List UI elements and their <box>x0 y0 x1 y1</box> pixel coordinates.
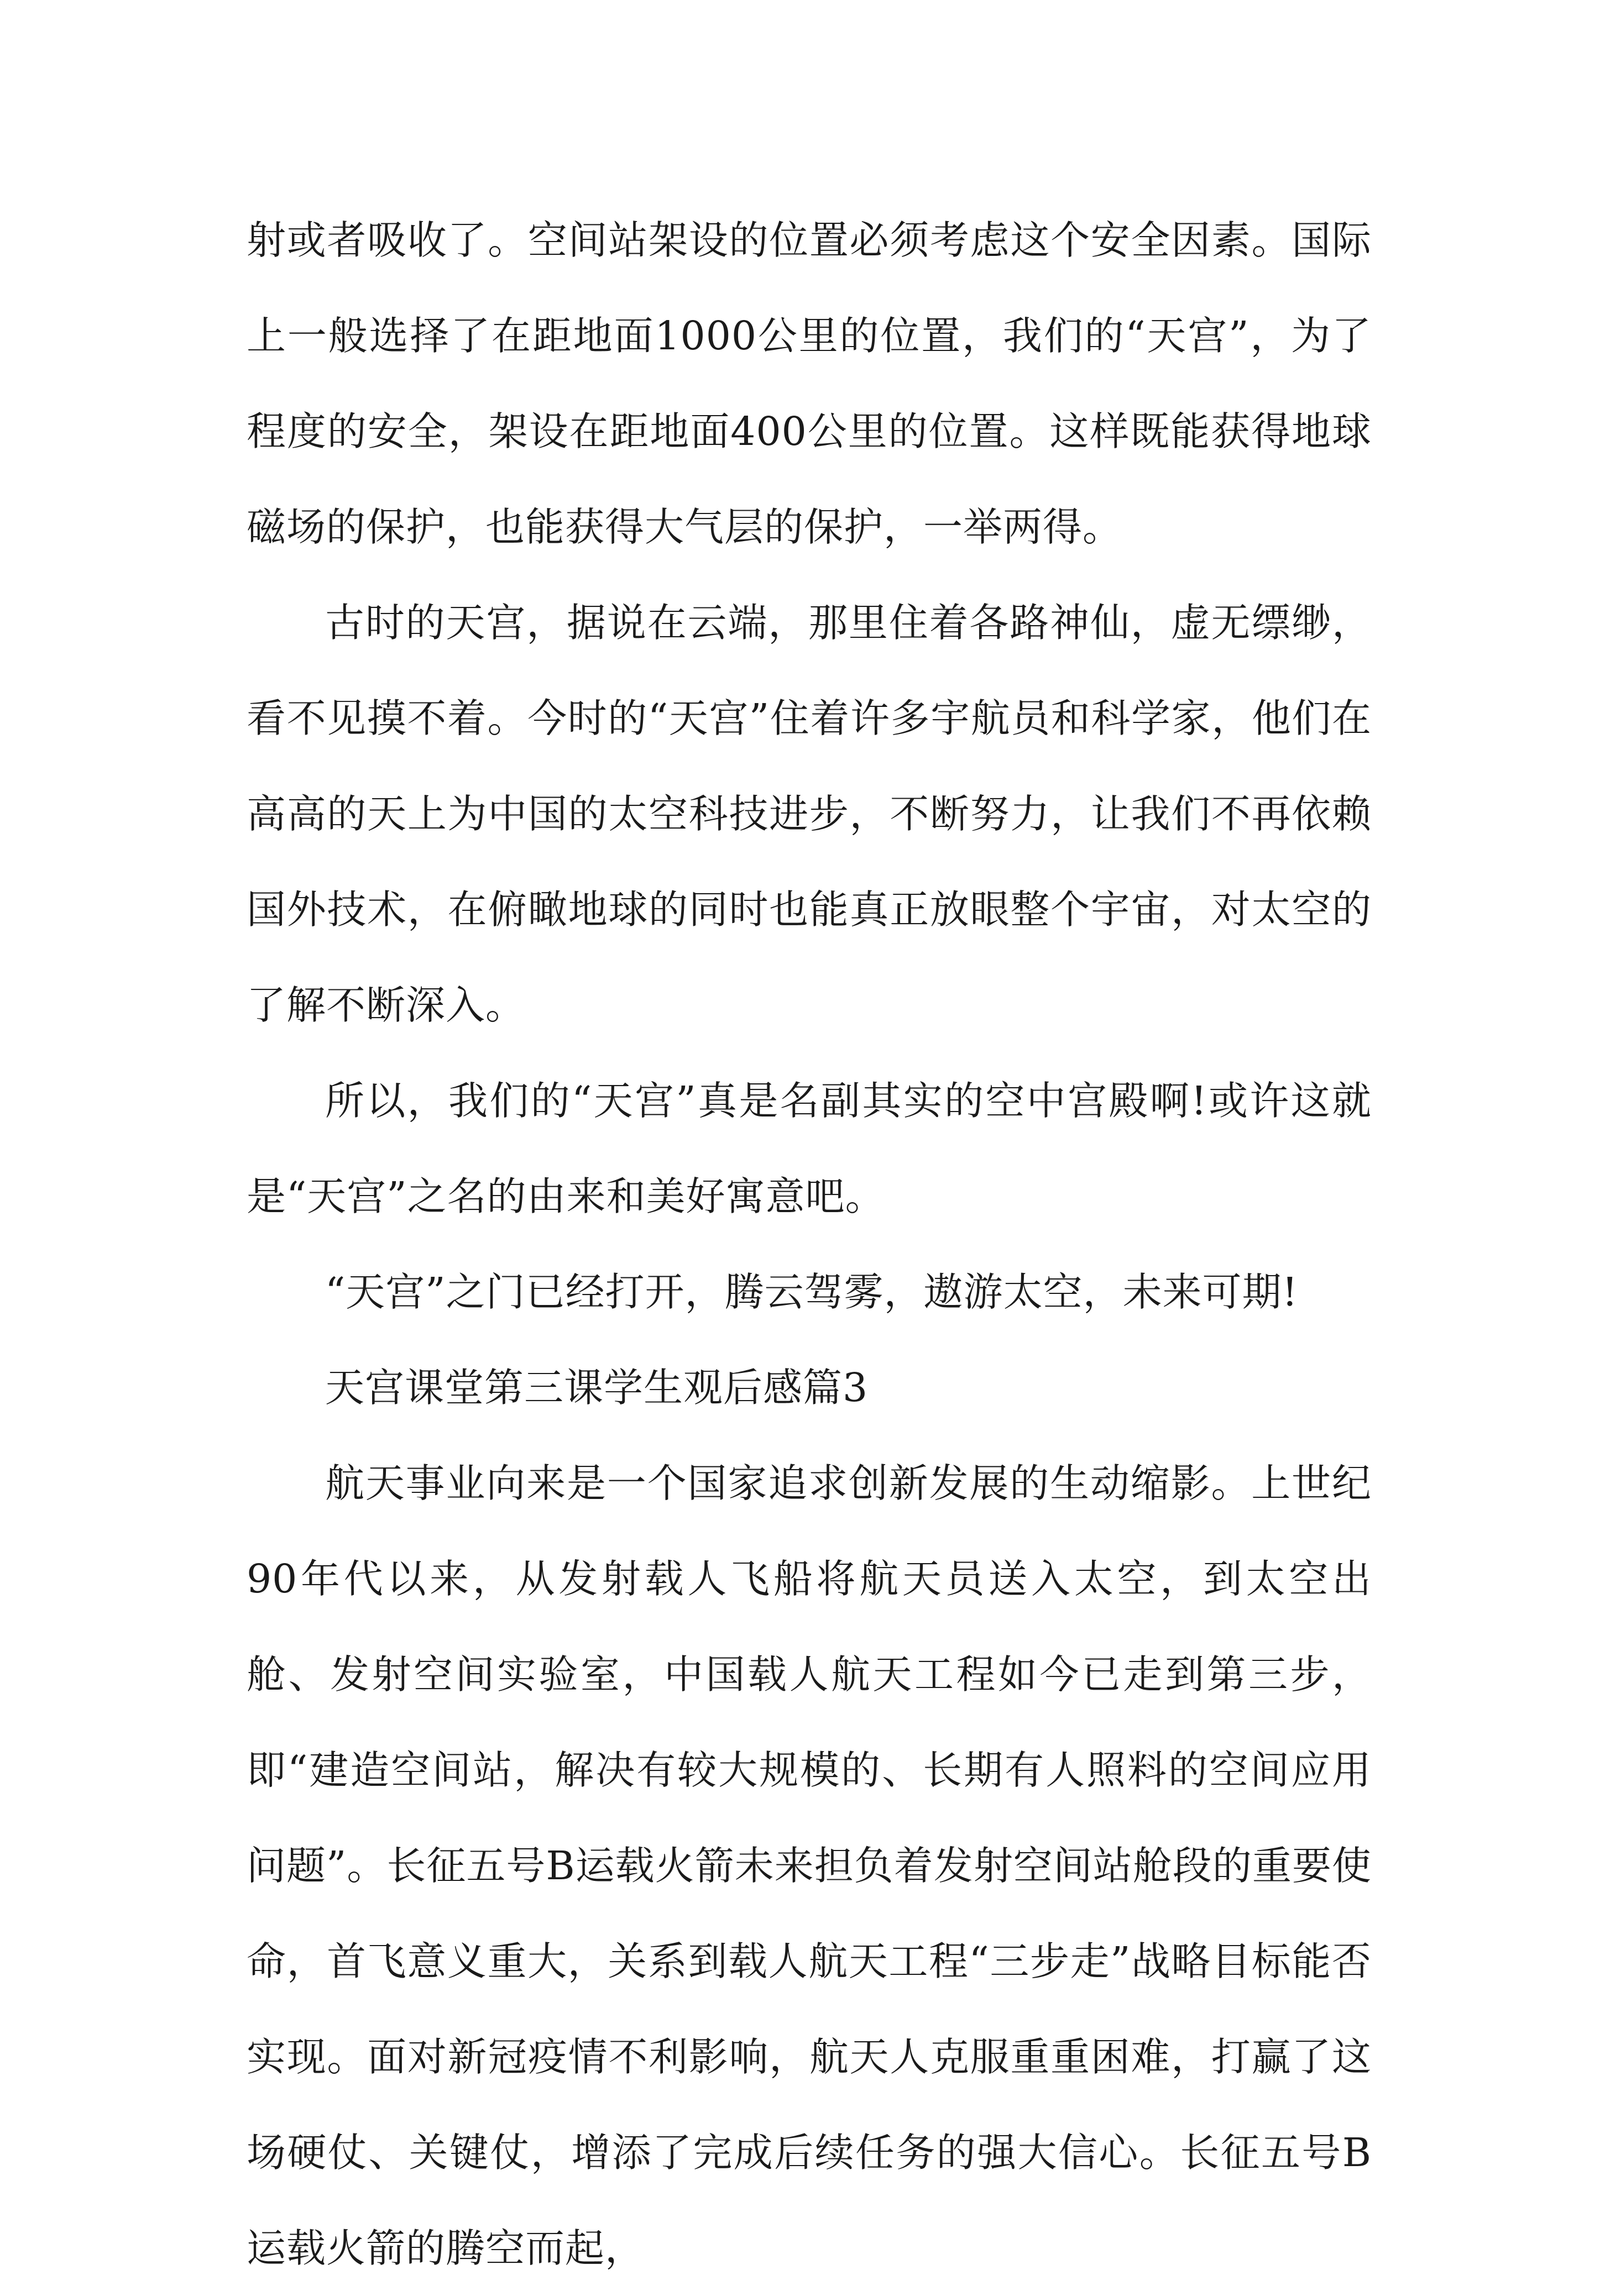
paragraph: 航天事业向来是一个国家追求创新发展的生动缩影。上世纪90年代以来，从发射载人飞船将航天员送入太空，到太空出舱、发射空间实验室，中国载人航天工程如今已走到第三步，即“建造空间站，解决有较大规模的、长期有人照料的空间应用问题”。长征五号B运载火箭未来担负着发射空间站舱段的重要使命，首飞意义重大，关系到载人航天工程“三步走”战略目标能否实现。面对新冠疫情不利影响，航天人克服重重困难，打赢了这场硬仗、关键仗，增添了完成后续任务的强大信心。长征五号B运载火箭的腾空而起， <box>247 1460 1372 2271</box>
paragraph: “天宫”之门已经打开，腾云驾雾，遨游太空，未来可期! <box>325 1269 1299 1315</box>
section-heading: 天宫课堂第三课学生观后感篇3 <box>325 1365 869 1411</box>
document-body <box>247 192 1372 2296</box>
paragraph: 所以，我们的“天宫”真是名副其实的空中宫殿啊!或许这就是“天宫”之名的由来和美好寓意吧。 <box>247 1078 1372 1219</box>
paragraph-continued: 射或者吸收了。空间站架设的位置必须考虑这个安全因素。国际上一般选择了在距地面1000公里的位置，我们的“天宫”，为了程度的安全，架设在距地面400公里的位置。这样既能获得地球磁场的保护，也能获得大气层的保护，一举两得。 <box>247 217 1372 550</box>
paragraph: 古时的天宫，据说在云端，那里住着各路神仙，虚无缥缈，看不见摸不着。今时的“天宫”住着许多宇航员和科学家，他们在高高的天上为中国的太空科技进步，不断努力，让我们不再依赖国外技术，在俯瞰地球的同时也能真正放眼整个宇宙，对太空的了解不断深入。 <box>247 600 1372 1028</box>
